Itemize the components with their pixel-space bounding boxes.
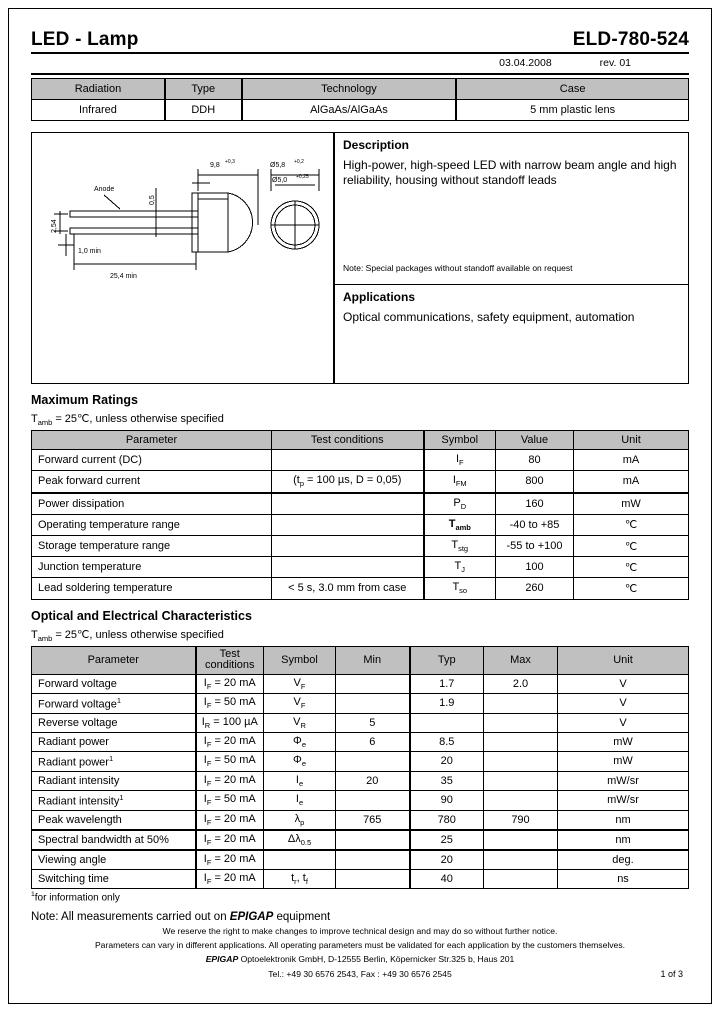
label-lead-width: 0,5 [149,195,156,205]
th-unit: Unit [574,431,689,450]
sym-base: V [293,696,301,709]
td-typ: 20 [410,752,484,772]
cur-rest: = 50 mA [211,793,256,806]
note-prefix: Note: All measurements carried out on [31,910,230,923]
sym-sub: r [294,877,297,887]
td-min [336,693,410,713]
label-flange-dia-tol: +0,2 [294,159,304,165]
sym-base: V [293,715,301,728]
description-block [335,133,688,285]
cur-base: I [203,773,207,786]
td-unit: nm [558,830,689,850]
td-value: 160 [496,493,574,515]
td-technology: AlGaAs/AlGaAs [242,100,457,121]
td-symbol [264,674,336,693]
td-test [272,514,424,535]
table-row [32,100,689,121]
td-unit: V [558,693,689,713]
cur-sub: F [206,877,212,887]
footnote-text: for information only [34,892,120,904]
td-unit: ns [558,870,689,889]
applications-block [335,285,688,383]
td-max [484,693,558,713]
sym-base: I [295,773,299,786]
th-case: Case [456,79,688,100]
td-symbol: $t_r$, $t_f$ [264,870,336,889]
table-header-row [32,431,689,450]
td-min: 6 [336,732,410,751]
th-parameter: Parameter [32,646,196,674]
table-row [32,674,689,693]
td-parameter: Radiant intensity [32,771,196,790]
sym-sub: D [460,501,467,511]
sym-base: P [453,496,461,509]
td-parameter: Peak wavelength [32,810,196,830]
td-unit: ℃ [574,578,689,599]
td-test [196,752,264,772]
td-test [196,790,264,810]
sym-sub: F [300,681,306,691]
td-max [484,870,558,889]
contact-text: Tel.: +49 30 6576 2543, Fax : +49 30 6576 2545 [268,968,452,979]
cur-sub: R [204,720,211,730]
td-parameter: Lead soldering temperature [32,578,272,599]
cur-base: I [203,696,207,709]
sym-base: T [452,581,460,594]
table-row [32,830,689,850]
table-row [32,732,689,751]
cur-base: I [203,676,207,689]
td-min: 765 [336,810,410,830]
sym-base: V [293,676,301,689]
sym-sub: amb [455,522,471,532]
label-body-length: 9,8 [210,162,220,169]
td-parameter: Radiant power$^1$ [32,752,196,772]
cur-rest: = 50 mA [211,696,256,709]
table-row [32,578,689,599]
td-symbol [264,810,336,830]
td-test [272,493,424,515]
td-value: 260 [496,578,574,599]
product-info-table [31,78,689,121]
td-parameter: Junction temperature [32,557,272,578]
td-symbol [424,557,496,578]
cond-symbol: T [31,628,38,641]
cond-rest: = 25℃, unless otherwise specified [52,628,224,641]
table-row [32,471,689,493]
cur-base: I [203,734,207,747]
cond-rest: = 25℃, unless otherwise specified [52,413,224,425]
sym-base: I [295,793,299,806]
table-row [32,450,689,471]
table-row [32,493,689,515]
page-number: 1 of 3 [660,968,683,979]
td-symbol [264,752,336,772]
table-row [32,535,689,556]
td-parameter: Spectral bandwidth at 50% [32,830,196,850]
legal-line-2: Parameters can vary in different applications. All operating parameters must be validated for each application by the customers themselves. [94,940,626,951]
td-symbol [424,493,496,515]
table-header-row [32,646,689,674]
company-line [31,953,689,965]
td-parameter: Switching time [32,870,196,889]
td-unit: V [558,674,689,693]
cur-base: I [203,872,207,885]
label-lead-pitch: 2,54 [51,219,58,233]
sym-sub: J [461,565,465,575]
cur-sub: F [206,759,212,769]
td-unit: ℃ [574,514,689,535]
cur-sub: F [206,778,212,788]
footnote-marker: 1 [31,891,35,899]
td-test: < 5 s, 3.0 mm from case [272,578,424,599]
footnote-ref: 1 [116,695,122,705]
table-row [32,557,689,578]
td-typ: 1.9 [410,693,484,713]
cur-rest: = 20 mA [211,852,256,865]
package-drawing-svg [32,133,333,383]
td-test [196,674,264,693]
cond-symbol: T [31,413,38,425]
sym-sub: e [298,778,304,788]
td-symbol [264,830,336,850]
contact-line [31,968,689,980]
table-row [32,752,689,772]
th-min: Min [336,646,410,674]
description-title: Description [343,138,410,152]
document-date: 03.04.2008 [499,57,552,69]
td-typ: 1.7 [410,674,484,693]
td-typ: 780 [410,810,484,830]
cond-subscript: amb [37,633,53,643]
cur-sub: F [206,817,212,827]
td-unit: mW/sr [558,790,689,810]
td-symbol [424,450,496,471]
td-typ: 25 [410,830,484,850]
cond-subscript: amb [37,418,53,428]
maximum-ratings-table [31,430,689,599]
th-symbol: Symbol [264,646,336,674]
label-body-dia: Ø5,0 [272,177,288,184]
th-symbol: Symbol [424,431,496,450]
td-max [484,752,558,772]
td-parameter: Peak forward current [32,471,272,493]
td-test [196,693,264,713]
td-parameter: Radiant intensity$^1$ [32,790,196,810]
sym-base: Φ [293,754,302,767]
note-brand: EPIGAP [229,910,274,923]
drawing-description-section [31,132,689,384]
td-min [336,752,410,772]
td-typ: 90 [410,790,484,810]
td-min [336,674,410,693]
td-max: 790 [484,810,558,830]
maximum-ratings-heading: Maximum Ratings [31,393,138,407]
td-unit: mW [558,752,689,772]
cur-rest: = 20 mA [211,734,256,747]
note-suffix: equipment [273,910,331,923]
sym-sub: e [301,740,306,749]
th-radiation: Radiation [32,79,165,100]
th-value: Value [496,431,574,450]
td-parameter: Forward voltage [32,674,196,693]
td-unit: mW/sr [558,771,689,790]
sym-base: λ [294,812,301,825]
table-header-row [32,79,689,100]
td-case: 5 mm plastic lens [456,100,688,121]
sym-base: T [454,560,462,573]
sym-base: I [452,474,456,487]
cur-base: I [201,715,205,728]
td-max [484,850,558,870]
td-unit: mW [574,493,689,515]
cur-base: I [203,832,207,845]
sym-base: Δλ [287,832,301,845]
optical-characteristics-condition [31,628,689,643]
label-body-dia-tol: +0,25 [296,174,309,180]
sym-base: I [455,453,459,466]
td-symbol [424,514,496,535]
cur-sub: F [206,798,212,808]
td-unit: ℃ [574,535,689,556]
td-unit: deg. [558,850,689,870]
td-value: -40 to +85 [496,514,574,535]
td-symbol [264,732,336,751]
td-test [196,850,264,870]
sym-base: Φ [293,734,302,747]
td-typ: 40 [410,870,484,889]
td-parameter: Power dissipation [32,493,272,515]
applications-title: Applications [343,290,416,304]
cur-rest: = 50 mA [211,754,256,767]
cur-base: I [203,754,207,767]
td-unit: mA [574,471,689,493]
package-drawing [32,133,335,383]
th-unit: Unit [558,646,689,674]
td-parameter: Operating temperature range [32,514,272,535]
label-lead-length: 25,4 min [110,273,137,280]
td-max [484,830,558,850]
cur-base: I [203,852,207,865]
sym-sub: R [300,720,306,730]
td-typ: 8.5 [410,732,484,751]
td-value: 800 [496,471,574,493]
td-type: DDH [165,100,242,121]
sym-sub: so [459,586,468,596]
td-test [272,557,424,578]
td-parameter: Storage temperature range [32,535,272,556]
td-symbol [424,535,496,556]
td-parameter: Viewing angle [32,850,196,870]
td-parameter: Forward current (DC) [32,450,272,471]
td-typ [410,713,484,732]
cur-sub: F [206,858,212,868]
td-unit: mA [574,450,689,471]
sym-base: T [451,538,459,551]
td-test [196,713,264,732]
td-symbol [264,850,336,870]
td-radiation: Infrared [32,100,165,121]
td-symbol [424,578,496,599]
th-max: Max [484,646,558,674]
td-test [196,830,264,850]
label-body-length-tol: +0,3 [225,159,235,165]
th-technology: Technology [242,79,457,100]
td-value: -55 to +100 [496,535,574,556]
cur-rest: = 100 µA [210,715,258,728]
document-revision: rev. 01 [599,57,631,69]
sym-sub: stg [458,544,469,554]
th-typ: Typ [410,646,484,674]
table-row [32,514,689,535]
cur-sub: F [206,701,212,711]
sym-base: T [448,517,456,530]
sym-sub: e [301,759,306,769]
td-test [196,771,264,790]
cur-base: I [203,812,207,825]
description-applications-panel [335,133,688,383]
td-unit: V [558,713,689,732]
page-title: LED - Lamp [31,29,139,50]
sym-sub: 0.5 [300,837,312,847]
label-anode: Anode [94,186,115,193]
sym-sub: FM [455,479,467,489]
company-brand: EPIGAP [205,954,239,965]
sym-base: t [291,872,295,885]
cur-base: I [203,793,207,806]
td-min [336,850,410,870]
company-address: Optoelektronik GmbH, D-12555 Berlin, Köpernicker Str.325 b, Haus 201 [238,954,515,965]
header-meta-row [31,54,689,75]
table-row [32,870,689,889]
cur-sub: F [206,740,212,749]
td-symbol [264,771,336,790]
td-parameter: Forward voltage$^1$ [32,693,196,713]
part-number: ELD-780-524 [572,29,689,50]
optical-characteristics-heading: Optical and Electrical Characteristics [31,608,252,623]
table-row [32,713,689,732]
td-symbol [264,693,336,713]
td-symbol [264,790,336,810]
description-text: High-power, high-speed LED with narrow beam angle and high reliability, housing without standoff leads [343,158,677,188]
td-test: ($t_p = 100$ µs, D = 0,05) [272,471,424,493]
td-parameter: Reverse voltage [32,713,196,732]
optical-characteristics-table [31,646,689,890]
th-test-conditions: Test conditions [196,646,264,674]
cur-rest: = 20 mA [211,832,256,845]
cur-rest: = 20 mA [211,812,256,825]
sub-p: p [299,479,304,489]
td-parameter: Radiant power [32,732,196,751]
sym-sub: F [459,458,464,468]
td-typ: 35 [410,771,484,790]
measurement-note [31,911,689,923]
sym-sub: p [300,817,305,827]
td-test [196,732,264,751]
table-row [32,771,689,790]
th-type: Type [165,79,242,100]
td-symbol [264,713,336,732]
td-typ: 20 [410,850,484,870]
table-row [32,790,689,810]
td-max [484,713,558,732]
td-value: 80 [496,450,574,471]
datasheet-page [8,8,712,1004]
td-max [484,790,558,810]
footnote-ref: 1 [119,792,124,802]
td-min [336,870,410,889]
cur-sub: F [206,837,212,847]
footnote [31,891,689,903]
td-test [272,535,424,556]
legal-line-1: We reserve the right to make changes to improve technical design and may do so without further notice. [162,925,558,936]
th-test-conditions: Test conditions [272,431,424,450]
td-min: 20 [336,771,410,790]
td-min [336,790,410,810]
td-max [484,732,558,751]
td-max: 2.0 [484,674,558,693]
td-min [336,830,410,850]
td-max [484,771,558,790]
td-test [196,870,264,889]
td-symbol [424,471,496,493]
cur-rest: = 20 mA [211,872,256,885]
table-row [32,850,689,870]
footnote-ref: 1 [108,754,114,763]
td-test [272,450,424,471]
label-flat-min: 1,0 min [78,248,101,255]
th-parameter: Parameter [32,431,272,450]
cur-sub: F [206,681,212,691]
sym-sub: e [298,798,304,808]
optical-table-body [32,674,689,888]
sym2-base: t [302,872,306,885]
description-note: Note: Special packages without standoff available on request [343,263,573,273]
label-flange-dia: Ø5,8 [270,162,286,169]
td-unit: nm [558,810,689,830]
td-min: 5 [336,713,410,732]
cur-rest: = 20 mA [211,773,256,786]
td-value: 100 [496,557,574,578]
td-unit: mW [558,732,689,751]
td-unit: ℃ [574,557,689,578]
sym-sub: F [300,701,306,711]
page-header [31,29,689,54]
table-row [32,693,689,713]
sym2-sub: f [305,877,308,887]
cur-rest: = 20 mA [211,676,256,689]
maximum-ratings-condition [31,412,689,427]
applications-text: Optical communications, safety equipment, automation [343,310,635,324]
table-row [32,810,689,830]
td-test [196,810,264,830]
